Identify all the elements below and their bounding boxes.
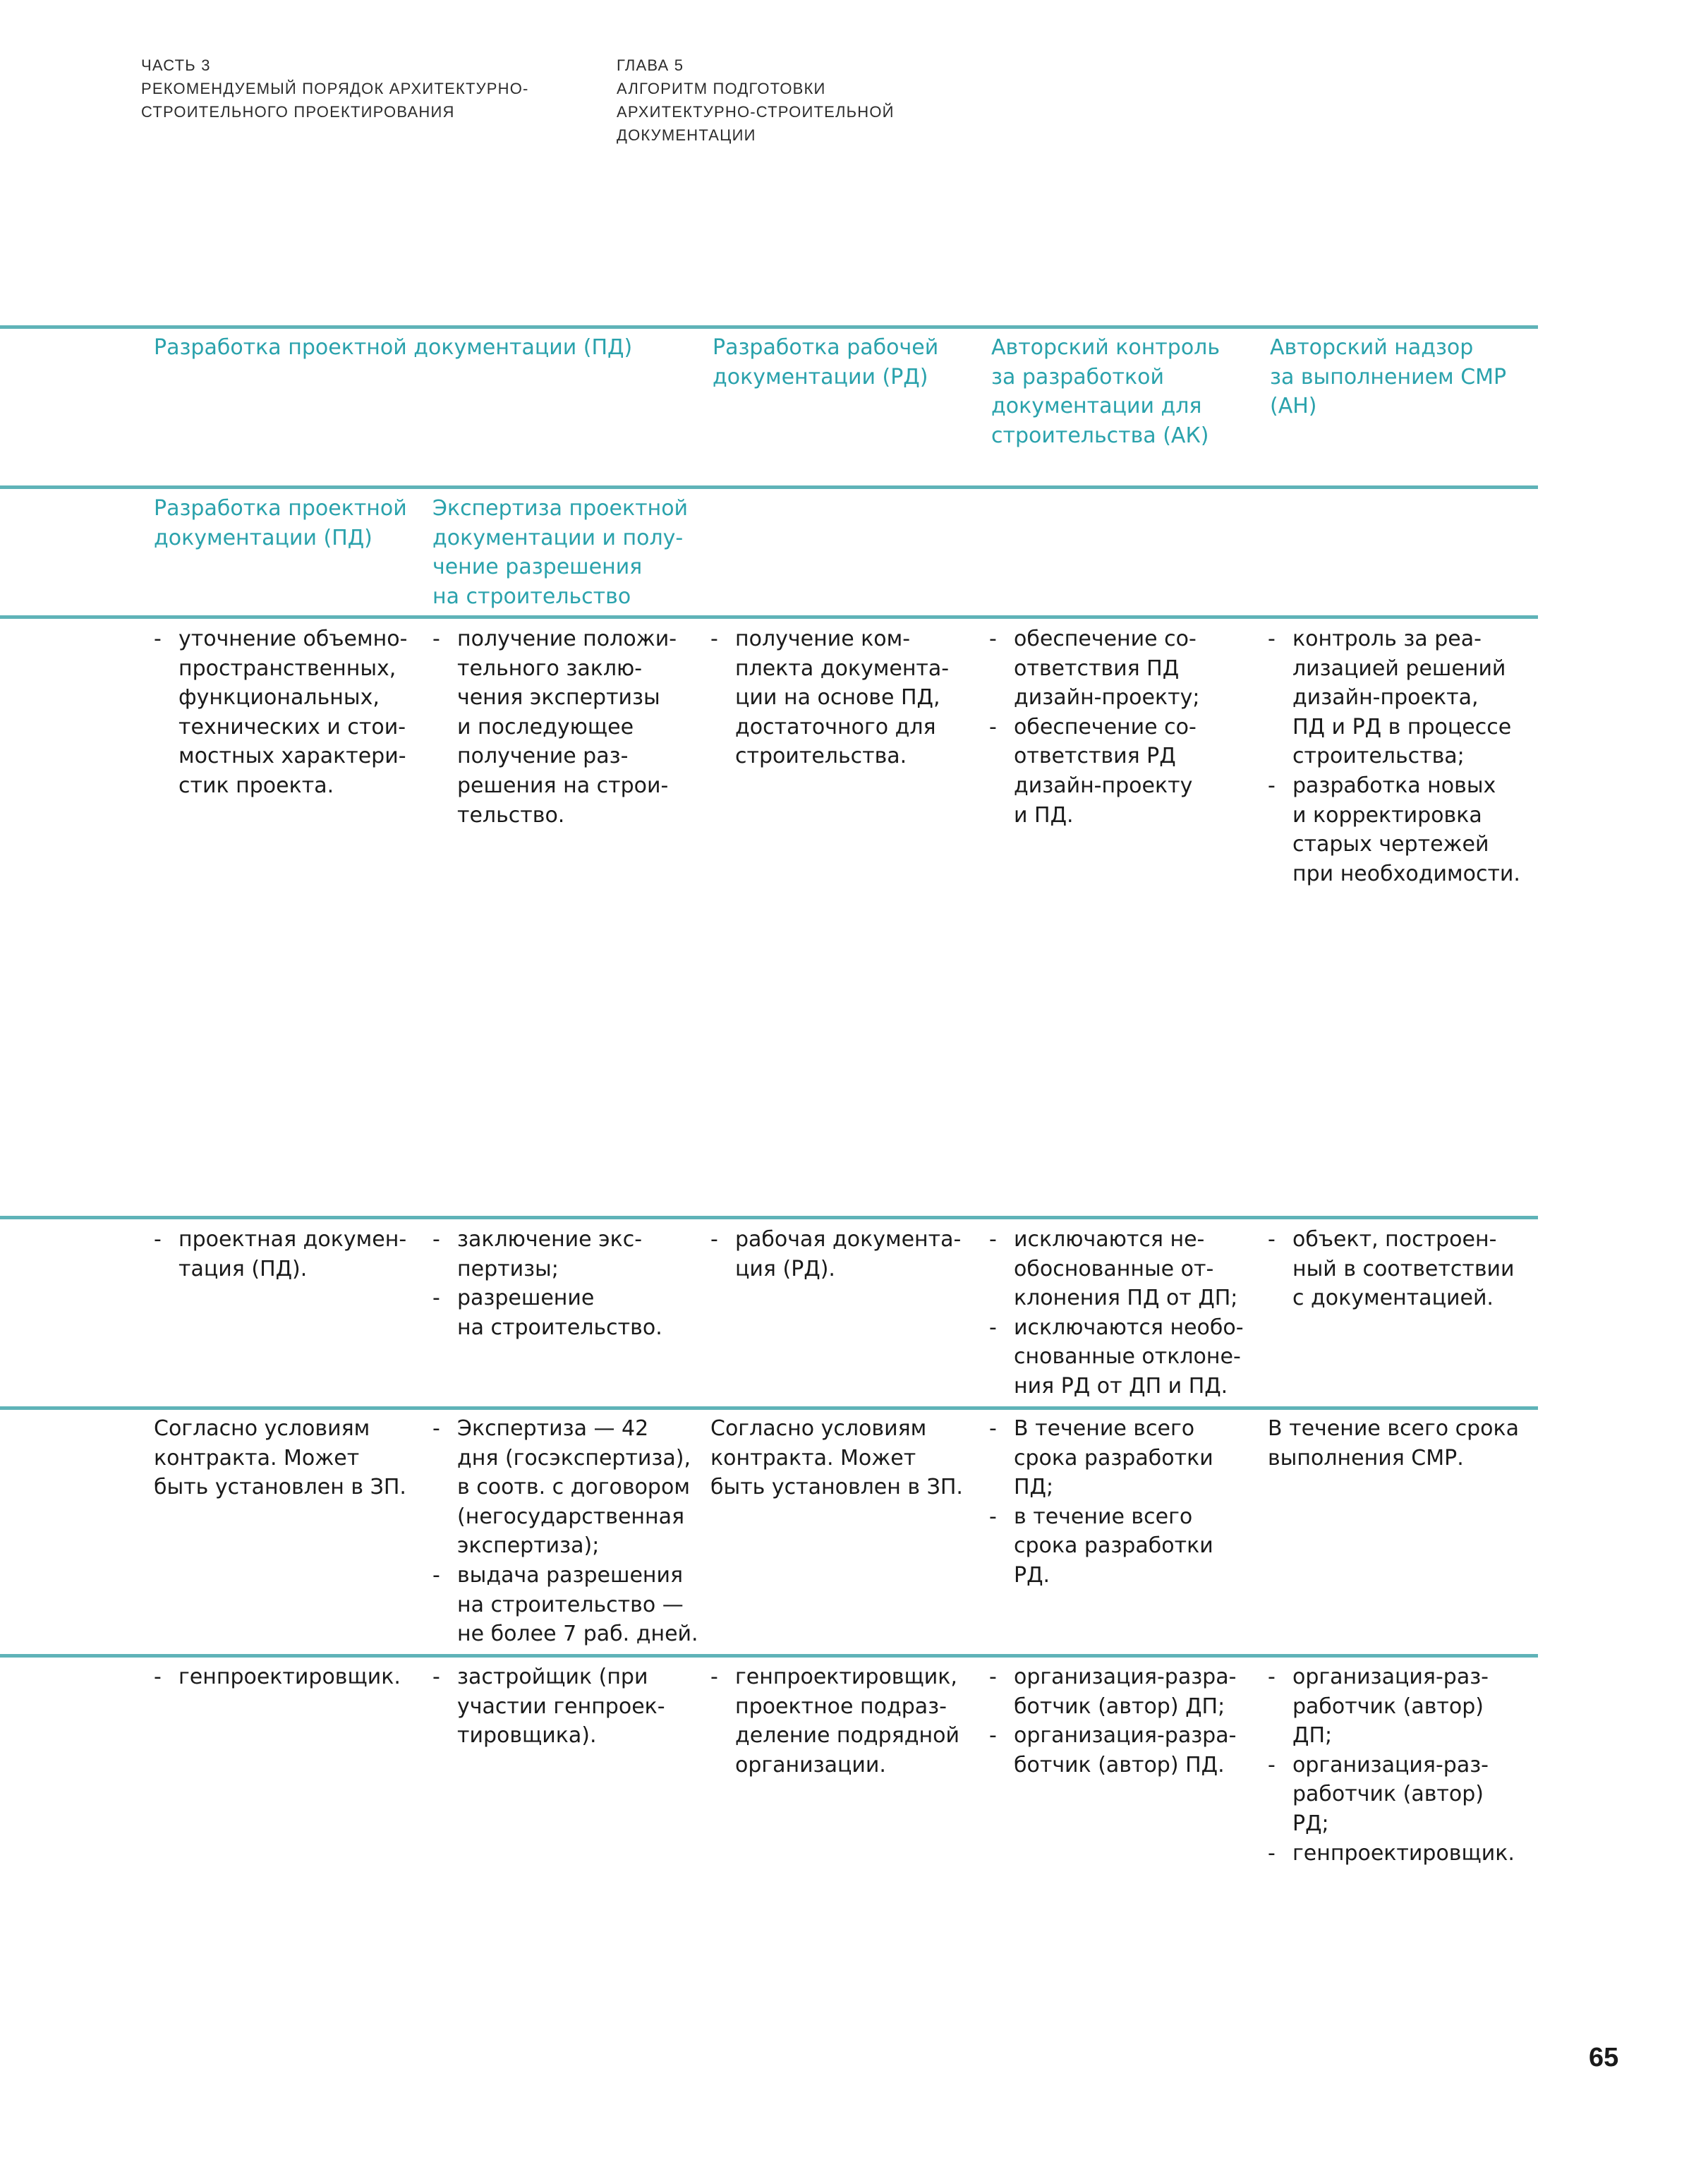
table-rule-responsible xyxy=(0,1654,1538,1658)
duration-expertise-list xyxy=(432,1414,701,1649)
duration-rd: Согласно условиям контракта. Может быть установлен в ЗП. xyxy=(710,1416,963,1500)
duration-pd: Согласно условиям контракта. Может быть установлен в ЗП. xyxy=(154,1416,406,1500)
duration-ak-list xyxy=(989,1414,1257,1590)
substage-header-expertise: Экспертиза проектной документации и полу- чение разрешения на строительство xyxy=(432,496,689,609)
responsible-an-list xyxy=(1268,1662,1536,1868)
list-item: - генпроектировщик. xyxy=(154,1662,422,1692)
list-item: - Экспертиза — 42 дня (госэкспертиза), в соотв. с договором (негосударственная экспертиза); xyxy=(432,1414,701,1561)
list-item: - организация-раз- работчик (автор) ДП; xyxy=(1268,1662,1536,1751)
list-item: - исключаются не- обоснованные от- клонения ПД от ДП; xyxy=(989,1225,1257,1313)
list-item: - объект, построен- ный в соответствии с документацией. xyxy=(1268,1225,1536,1313)
table-rule-results xyxy=(0,1216,1538,1219)
tasks-ak-list xyxy=(989,624,1257,830)
duration-an: В течение всего срока выполнения СМР. xyxy=(1268,1416,1520,1471)
tasks-pd-list xyxy=(154,624,422,801)
substage-header-pd: Разработка проектной документации (ПД) xyxy=(154,496,407,550)
stage-header-rd: Разработка рабочей документации (РД) xyxy=(713,335,939,390)
table-rule-substage xyxy=(0,485,1538,489)
results-expertise-list xyxy=(432,1225,701,1342)
list-item: - в течение всего срока разработки РД. xyxy=(989,1502,1257,1590)
list-item: - рабочая документа- ция (РД). xyxy=(710,1225,979,1284)
list-item: - уточнение объемно- пространственных, функциональных, технических и стои- мостных характери- стик проекта. xyxy=(154,624,422,801)
list-item: - заключение экс- пертизы; xyxy=(432,1225,701,1284)
list-item: - разрешение на строительство. xyxy=(432,1284,701,1342)
stage-header-pd: Разработка проектной документации (ПД) xyxy=(154,335,633,360)
responsible-rd-list xyxy=(710,1662,979,1780)
page-number: 65 xyxy=(1589,2043,1619,2072)
list-item: - В течение всего срока разработки ПД; xyxy=(989,1414,1257,1502)
list-item: - организация-разра- ботчик (автор) ДП; xyxy=(989,1662,1257,1721)
stage-header-an: Авторский надзор за выполнением СМР (АН) xyxy=(1270,335,1507,419)
list-item: - получение ком- плекта документа- ции на основе ПД, достаточного для строительства. xyxy=(710,624,979,771)
list-item: - организация-разра- ботчик (автор) ПД. xyxy=(989,1721,1257,1780)
list-item: - обеспечение со- ответствия РД дизайн-проекту и ПД. xyxy=(989,713,1257,830)
list-item: - разработка новых и корректировка старых чертежей при необходимости. xyxy=(1268,771,1536,888)
list-item: - организация-раз- работчик (автор) РД; xyxy=(1268,1751,1536,1839)
table-rule-durations xyxy=(0,1406,1538,1410)
responsible-expertise-list xyxy=(432,1662,701,1751)
results-rd-list xyxy=(710,1225,979,1284)
list-item: - исключаются необо- снованные отклоне- ния РД от ДП и ПД. xyxy=(989,1313,1257,1401)
list-item: - генпроектировщик. xyxy=(1268,1839,1536,1869)
stage-header-ak: Авторский контроль за разработкой документации для строительства (АК) xyxy=(991,335,1221,448)
tasks-expertise-list xyxy=(432,624,701,830)
list-item: - обеспечение со- ответствия ПД дизайн-проекту; xyxy=(989,624,1257,713)
running-header-chapter: ГЛАВА 5 АЛГОРИТМ ПОДГОТОВКИ АРХИТЕКТУРНО-СТРОИТЕЛЬНОЙ ДОКУМЕНТАЦИИ xyxy=(617,56,895,144)
results-pd-list xyxy=(154,1225,422,1284)
list-item: - генпроектировщик, проектное подраз- деление подрядной организации. xyxy=(710,1662,979,1780)
responsible-pd-list xyxy=(154,1662,422,1692)
responsible-ak-list xyxy=(989,1662,1257,1780)
list-item: - получение положи- тельного заклю- чения экспертизы и последующее получение раз- решения на строи- тельство. xyxy=(432,624,701,830)
results-an-list xyxy=(1268,1225,1536,1313)
running-header-part: ЧАСТЬ 3 РЕКОМЕНДУЕМЫЙ ПОРЯДОК АРХИТЕКТУРНО- СТРОИТЕЛЬНОГО ПРОЕКТИРОВАНИЯ xyxy=(141,56,529,121)
tasks-rd-list xyxy=(710,624,979,771)
list-item: - контроль за реа- лизацией решений дизайн-проекта, ПД и РД в процессе строительства; xyxy=(1268,624,1536,771)
table-rule-tasks xyxy=(0,615,1538,619)
list-item: - выдача разрешения на строительство — не более 7 раб. дней. xyxy=(432,1561,701,1649)
table-rule-top xyxy=(0,325,1538,329)
tasks-an-list xyxy=(1268,624,1536,888)
list-item: - проектная докумен- тация (ПД). xyxy=(154,1225,422,1284)
results-ak-list xyxy=(989,1225,1257,1401)
list-item: - застройщик (при участии генпроек- тировщика). xyxy=(432,1662,701,1751)
